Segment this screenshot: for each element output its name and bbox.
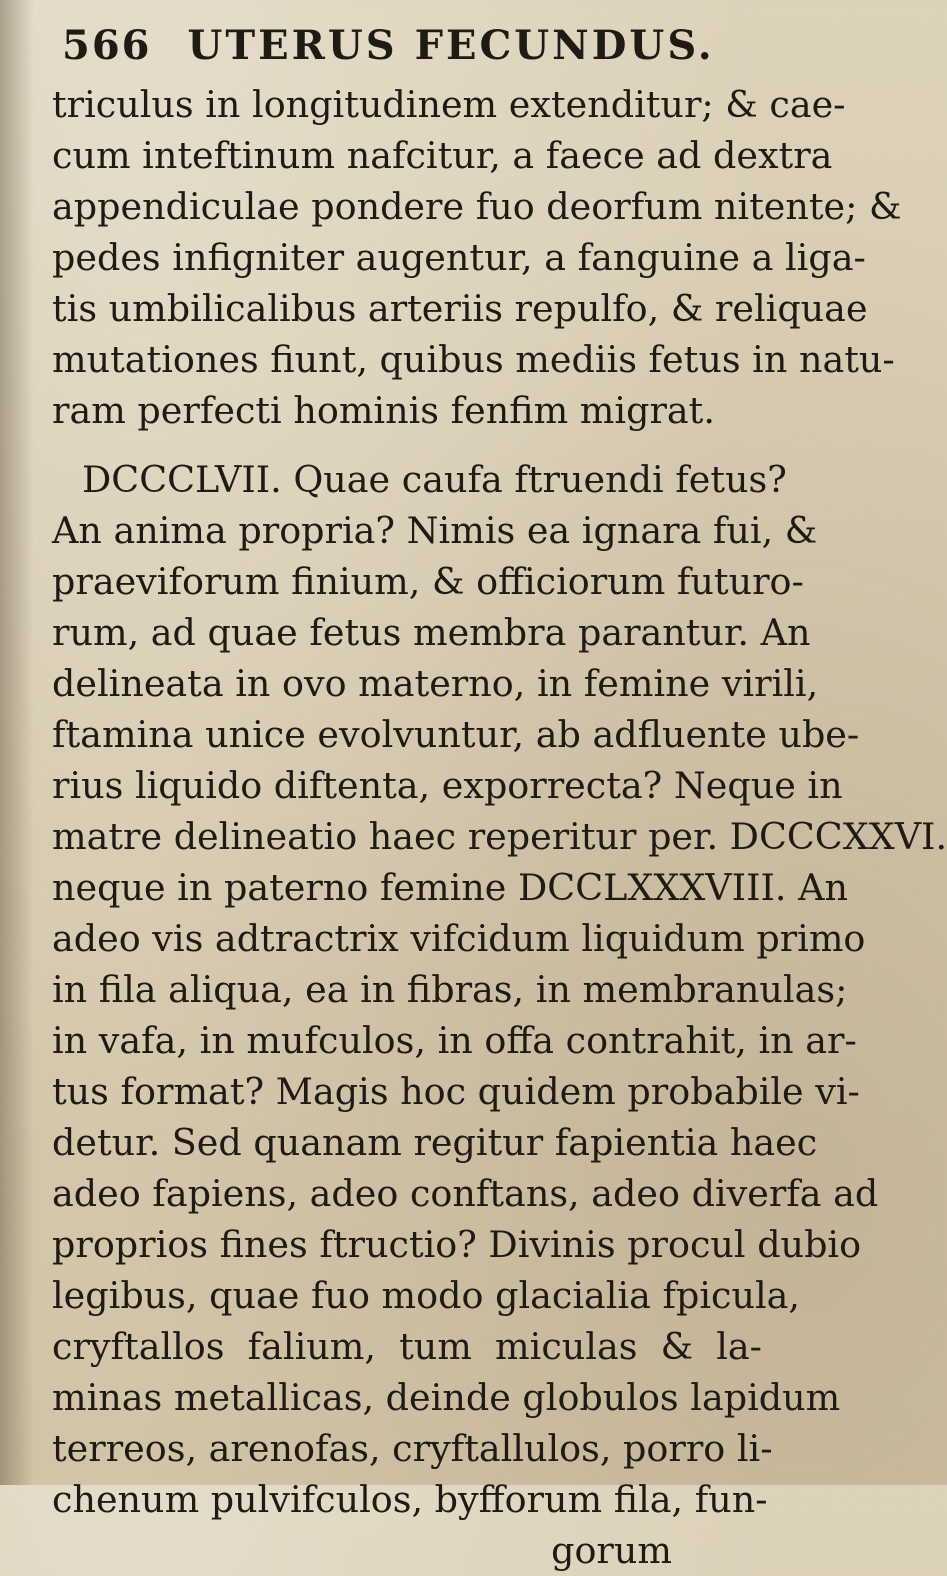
text-line: rum, ad quae fetus membra parantur. An xyxy=(52,611,811,654)
text-line: triculus in longitudinem extenditur; & cae- xyxy=(52,83,846,126)
text-line: ftamina unice evolvuntur, ab adfluente ube- xyxy=(52,713,860,756)
text-line: pedes infigniter augentur, a fanguine a liga- xyxy=(52,236,866,279)
text-line: praeviforum finium, & officiorum futuro- xyxy=(52,560,804,603)
text-line: mutationes fiunt, quibus mediis fetus in natu- xyxy=(52,338,895,381)
text-line: An anima propria? Nimis ea ignara fui, & xyxy=(52,509,818,552)
text-line: legibus, quae fuo modo glacialia fpicula, xyxy=(52,1274,801,1317)
text-line: adeo fapiens, adeo conftans, adeo diverfa ad xyxy=(52,1172,879,1215)
paragraph-1 xyxy=(52,79,902,436)
text-line: delineata in ovo materno, in femine virili, xyxy=(52,662,819,705)
text-line: minas metallicas, deinde globulos lapidum xyxy=(52,1376,841,1419)
text-line: chenum pulvifculos, byfforum fila, fun- xyxy=(52,1478,768,1521)
text-line: terreos, arenofas, cryftallulos, porro li- xyxy=(52,1427,773,1470)
text-line: tus format? Magis hoc quidem probabile vi- xyxy=(52,1070,860,1113)
text-line: cum inteftinum nafcitur, a faece ad dextra xyxy=(52,134,833,177)
section-heading-line: DCCCLVII. Quae caufa ftruendi fetus? xyxy=(82,458,787,501)
text-line: detur. Sed quanam regitur fapientia haec xyxy=(52,1121,818,1164)
text-line: appendiculae pondere fuo deorfum nitente; & xyxy=(52,185,902,228)
text-line: tis umbilicalibus arteriis repulfo, & reliquae xyxy=(52,287,868,330)
text-line: adeo vis adtractrix vifcidum liquidum primo xyxy=(52,917,866,960)
catchword: gorum xyxy=(551,1529,672,1572)
text-line: proprios fines ftructio? Divinis procul dubio xyxy=(52,1223,862,1266)
paragraph-2 xyxy=(52,454,947,1525)
running-title: UTERUS FECUNDUS. xyxy=(187,22,715,69)
text-line: in vafa, in mufculos, in offa contrahit, in ar- xyxy=(52,1019,857,1062)
text-line: rius liquido diftenta, exporrecta? Neque in xyxy=(52,764,843,807)
text-line: neque in paterno femine DCCLXXXVIII. An xyxy=(52,866,848,909)
text-line: in fila aliqua, ea in fibras, in membranulas; xyxy=(52,968,848,1011)
text-line: matre delineatio haec reperitur per. DCCCXXVI. xyxy=(52,815,947,858)
page-number: 566 xyxy=(62,22,152,69)
text-line: ram perfecti hominis fenfim migrat. xyxy=(52,389,715,432)
text-line: cryftallos falium, tum miculas & la- xyxy=(52,1325,762,1368)
page-header xyxy=(52,22,770,69)
section-gap xyxy=(52,436,770,454)
